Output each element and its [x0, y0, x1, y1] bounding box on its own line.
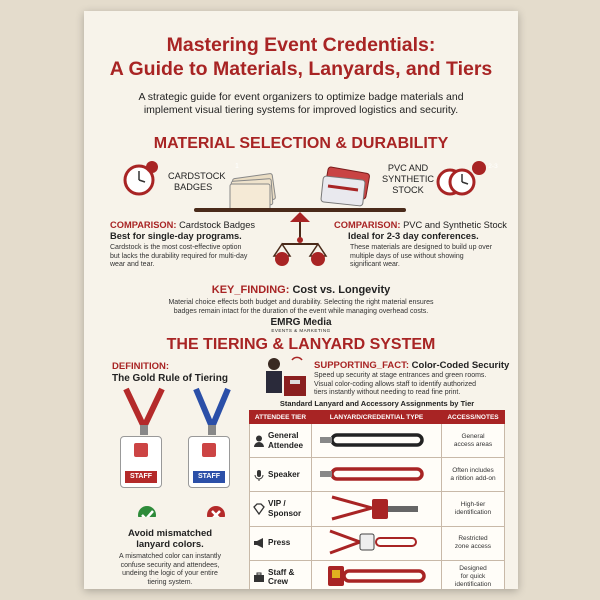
comparison-tag: COMPARISON: — [110, 220, 177, 230]
tier-name: General — [268, 431, 299, 441]
avoid-head: Avoid mismatched — [127, 528, 213, 539]
definition-head: The Gold Rule of Tiering — [112, 373, 228, 384]
badge-label: STAFF — [193, 471, 225, 483]
comparison-head: PVC and Synthetic Stock — [403, 220, 507, 230]
tier-name: Sponsor — [268, 508, 302, 518]
brand-tagline: EVENTS & MARKETING — [271, 328, 331, 333]
security-guard-icon — [256, 354, 312, 402]
staff-badge-matched — [120, 436, 162, 488]
definition-tag: DEFINITION: — [112, 361, 169, 372]
avoid-body: confuse security and attendees, — [120, 561, 220, 569]
avatar — [134, 443, 148, 457]
supporting-fact — [314, 360, 514, 398]
brand-logo — [84, 317, 518, 333]
avatar — [202, 443, 216, 457]
staff-badge-mismatched — [188, 436, 230, 488]
subtitle-line-2: implement visual tiering systems for improved logistics and security. — [143, 104, 459, 116]
avoid-mismatch — [96, 528, 244, 587]
tier-note: a ribtion add-on — [450, 474, 496, 482]
pvc-label — [382, 163, 434, 196]
supporting-tag: SUPPORTING_FACT: — [314, 360, 410, 371]
infographic-poster — [84, 11, 518, 589]
avoid-body: tiering system. — [147, 578, 193, 586]
tier-note: identification — [454, 508, 492, 516]
tier-name: Speaker — [268, 470, 300, 480]
comparison-body: but lacks the durability required for multi-day — [110, 252, 248, 260]
comparison-body: multiple days of use without showing — [350, 252, 464, 260]
clock-badge-number: 1 — [235, 163, 239, 170]
clock-badge-number: 2-3 — [488, 163, 498, 170]
pvc-label-line: PVC AND — [387, 163, 429, 173]
subtitle-line-1: A strategic guide for event organizers to optimize badge materials and — [138, 91, 464, 103]
tier-note: Restricted — [458, 535, 488, 543]
lanyard-red-icon — [312, 459, 440, 489]
clock-icon — [438, 161, 486, 194]
page-title — [84, 33, 518, 81]
cardstock-label-line: BADGES — [174, 182, 213, 192]
microphone-icon — [253, 469, 265, 481]
comparison-body: Cardstock is the most cost-effective option — [110, 244, 242, 251]
diamond-icon — [253, 503, 265, 515]
comparison-body: These materials are designed to build up over — [350, 244, 493, 251]
comparison-pvc — [334, 220, 509, 270]
comparison-head: Cardstock Badges — [179, 220, 256, 230]
vip-credential-icon — [312, 493, 440, 523]
badge-label: STAFF — [125, 471, 157, 483]
avoid-head: lanyard colors. — [136, 539, 204, 550]
table-header-row — [250, 411, 505, 424]
cardstock-label — [168, 171, 226, 193]
tier-note: access areas — [453, 440, 493, 448]
definition — [112, 361, 228, 385]
table-row — [250, 560, 505, 589]
comparison-sub: Ideal for 2-3 day conferences. — [348, 231, 479, 241]
supporting-body: Visual color-coding allows staff to identify authorized — [314, 380, 476, 388]
tier-note: for quick — [460, 573, 486, 581]
supporting-body: Speed up security at stage entrances and green rooms. — [314, 372, 487, 379]
lanyard-black-icon — [312, 425, 440, 455]
finding-tag: KEY_FINDING: — [211, 284, 290, 296]
cardstock-stack-icon — [230, 173, 276, 210]
tier-note: Designed — [459, 565, 487, 573]
toolbox-icon — [253, 571, 265, 583]
tier-note: zone access — [454, 543, 492, 551]
key-finding — [84, 284, 518, 296]
subtitle — [98, 91, 504, 117]
clock-icon — [125, 161, 158, 194]
comparison-sub: Best for single-day programs. — [110, 231, 242, 241]
avoid-body: undeing the logic of your entire — [122, 570, 218, 577]
check-icon — [138, 506, 156, 517]
table-row — [250, 458, 505, 492]
material-section-heading: MATERIAL SELECTION & DURABILITY — [153, 135, 449, 152]
table-row — [250, 492, 505, 526]
pvc-card-icon — [321, 167, 370, 207]
comparison-tag: COMPARISON: — [334, 220, 401, 230]
tier-note: General — [461, 432, 485, 440]
finding-body-line: badges remain intact for the duration of the event while managing overhead costs. — [173, 307, 429, 315]
comparison-body: significant wear. — [350, 261, 400, 268]
brand-name: EMRG Media — [270, 317, 332, 328]
cross-icon — [207, 506, 225, 517]
tier-name: Press — [268, 538, 291, 548]
comparison-cardstock — [110, 220, 270, 270]
cardstock-label-line: CARDSTOCK — [168, 171, 226, 181]
column-header: LANYARD/CREDENTIAL TYPE — [312, 411, 442, 424]
title-line-2: A Guide to Materials, Lanyards, and Tiers — [109, 58, 493, 80]
column-header: ACCESS/NOTES — [442, 411, 505, 424]
avoid-body: A mismatched color can instantly — [119, 553, 221, 560]
press-credential-icon — [312, 527, 440, 557]
pvc-label-line: STOCK — [392, 185, 424, 195]
tier-note: Often includes — [452, 466, 494, 474]
tier-note: identification — [454, 581, 492, 589]
tier-note: High-tier — [460, 500, 486, 508]
tiering-section-heading: THE TIERING & LANYARD SYSTEM — [166, 336, 436, 353]
title-line-1: Mastering Event Credentials: — [166, 34, 436, 56]
megaphone-icon — [253, 537, 265, 549]
supporting-head: Color-Coded Security — [411, 360, 510, 371]
tier-name: Staff & — [268, 567, 295, 577]
tier-name: Attendee — [268, 440, 304, 450]
table-row — [250, 526, 505, 560]
table-caption: Standard Lanyard and Accessory Assignments by Tier — [279, 399, 475, 408]
tier-table — [249, 410, 505, 589]
tier-name: VIP / — [268, 499, 286, 509]
finding-body — [84, 299, 518, 316]
tier-name: Crew — [268, 577, 289, 587]
finding-head: Cost vs. Longevity — [292, 284, 391, 296]
column-header: ATTENDEE TIER — [250, 411, 312, 424]
finding-body-line: Material choice effects both budget and durability. Selecting the right material ensures — [168, 299, 434, 306]
supporting-body: tiers instantly without needing to read fine print. — [314, 389, 461, 396]
table-row — [250, 424, 505, 458]
staff-credential-icon — [312, 561, 440, 589]
comparison-body: wear and tear. — [110, 261, 155, 268]
person-icon — [253, 435, 265, 447]
pvc-label-line: SYNTHETIC — [382, 174, 435, 184]
